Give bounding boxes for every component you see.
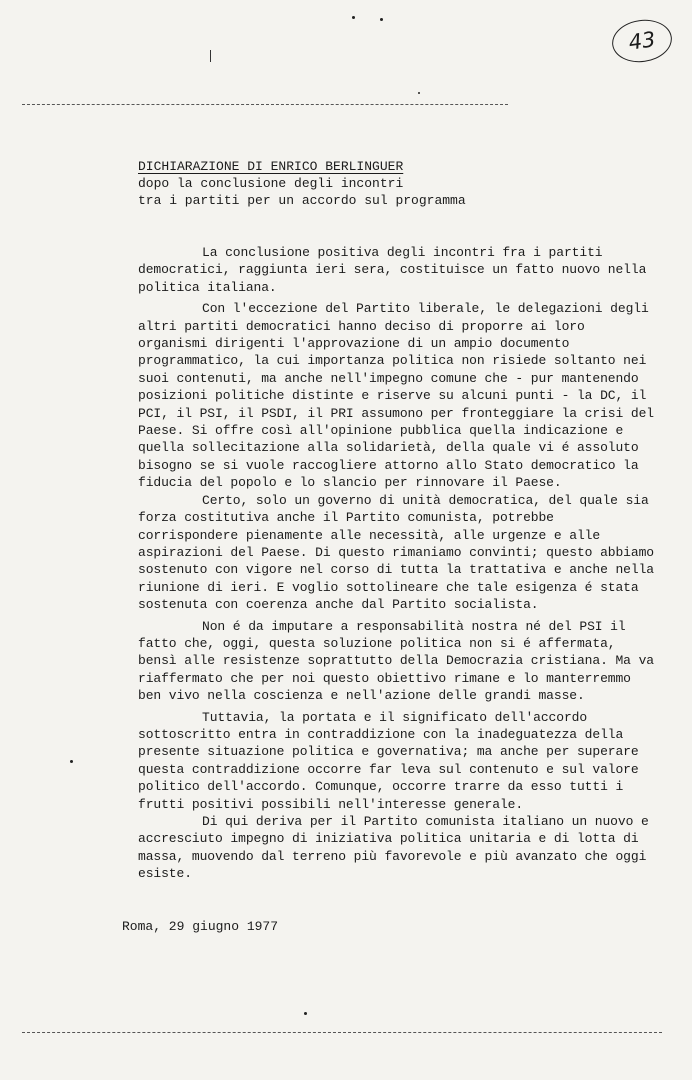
- scan-speck: [352, 16, 355, 19]
- paragraph: La conclusione positiva degli incontri fra i partiti democratici, raggiunta ieri sera, costituisce un fatto nuovo nella politica italiana.: [138, 245, 647, 295]
- scan-speck: [70, 760, 73, 763]
- bottom-rule: [22, 1032, 662, 1033]
- document-subtitle-line: tra i partiti per un accordo sul programma: [138, 193, 466, 208]
- scan-mark: [210, 50, 211, 62]
- place-date: Roma, 29 giugno 1977: [122, 919, 279, 934]
- document-subtitle-line: dopo la conclusione degli incontri: [138, 176, 404, 191]
- paragraph: Con l'eccezione del Partito liberale, le delegazioni degli altri partiti democratici hanno deciso di proporre ai loro organismi dirigenti l'approvazione di un ampio documento programmatico, la cui importanza politica non risiede soltanto nei suoi contenuti, ma anche nell'impegno comune che - pur mantenendo posizioni politiche distinte e riserve su alcuni punti - la DC, il PCI, il PSI, il PSDI, il PRI assumono per fronteggiare la crisi del Paese. Si offre così all'opinione pubblica quella indicazione e quella sollecitazione alla solidarietà, della quale vi é assoluto bisogno se si vuole raccogliere attorno allo Stato democratico la fiducia del popolo e lo slancio per rinnovare il Paese.: [138, 301, 654, 491]
- scan-speck: [380, 18, 383, 21]
- paragraph: Non é da imputare a responsabilità nostra né del PSI il fatto che, oggi, questa soluzione politica non si é affermata, bensì alle resistenze soprattutto della Democrazia cristiana. Ma va riaffermato che per noi questo obiettivo rimane e lo manterremmo ben vivo nella coscienza e nell'azione delle grandi masse.: [138, 618, 654, 704]
- scan-speck: [418, 92, 420, 94]
- top-rule: [22, 104, 508, 105]
- statement-body: [138, 244, 658, 887]
- document-heading: DICHIARAZIONE DI ENRICO BERLINGUER: [138, 159, 404, 174]
- paragraph: Di qui deriva per il Partito comunista italiano un nuovo e accresciuto impegno di iniziativa politica unitaria e di lotta di massa, muovendo dal terreno più favorevole e più avanzato che oggi esiste.: [138, 814, 649, 882]
- paragraph: Tuttavia, la portata e il significato dell'accordo sottoscritto entra in contraddizione con la inadeguatezza della presente situazione politica e governativa; ma anche per superare questa contraddizione occorre far leva sul contenuto e sul valore politico dell'accordo. Comunque, occorre trarre da esso tutti i frutti positivi possibili nell'interesse generale.: [138, 709, 639, 812]
- page-number: 43: [609, 16, 674, 66]
- title-block: [138, 158, 558, 209]
- scan-speck: [304, 1012, 307, 1015]
- paragraph: Certo, solo un governo di unità democratica, del quale sia forza costitutiva anche il Partito comunista, potrebbe corrispondere pienamente alle necessità, alle urgenze e alle aspirazioni del Paese. Di questo rimaniamo convinti; questo abbiamo sostenuto con vigore nel corso di tutta la trattativa e anche nella riunione di ieri. E voglio sottolineare che tale esigenza é stata sostenuta con coerenza anche dal Partito socialista.: [138, 492, 654, 613]
